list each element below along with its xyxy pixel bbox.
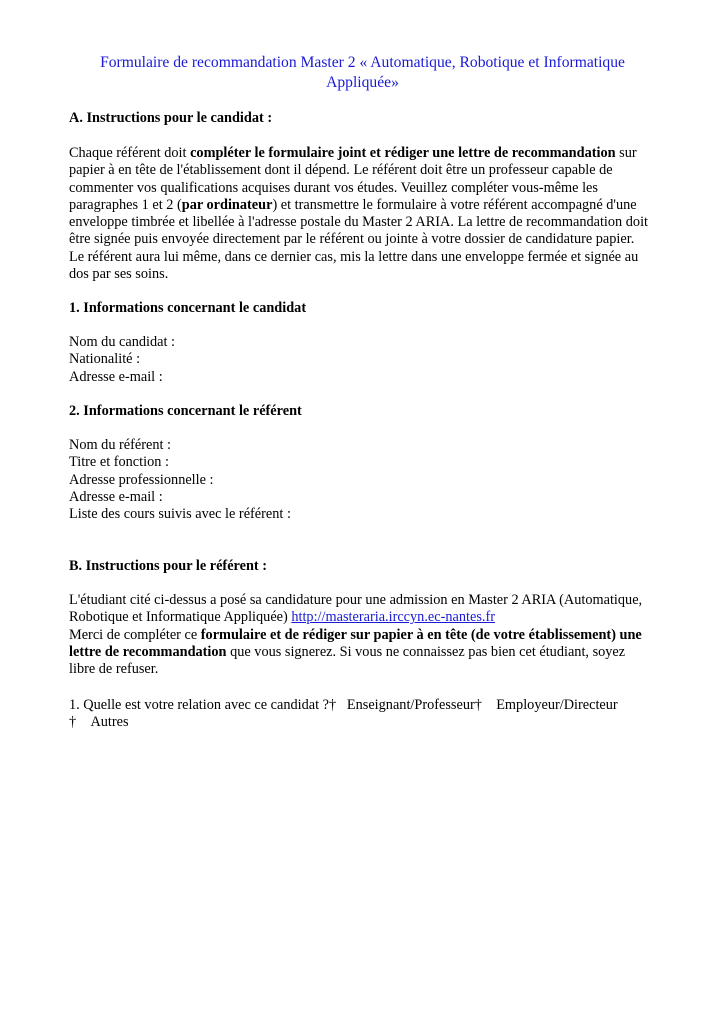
emphasis-text: compléter le formulaire joint et rédiger une lettre de recommandation (190, 145, 616, 161)
question-line (69, 714, 659, 731)
section-2-heading: 2. Informations concernant le référent (69, 403, 302, 419)
paragraph-line: Merci de compléter ce formulaire et de rédiger sur papier à en tête (de votre établissement) une (69, 626, 642, 643)
paragraph-line: Robotique et Informatique Appliquée) http://masteraria.irccyn.ec-nantes.fr (69, 609, 495, 626)
paragraph-line: L'étudiant cité ci-dessus a posé sa candidature pour une admission en Master 2 ARIA (Automatique, (69, 592, 643, 608)
paragraph-line: Chaque référent doit compléter le formulaire joint et rédiger une lettre de recommandation sur (69, 145, 637, 161)
checkbox-employer[interactable]: † (474, 697, 482, 713)
field-referee-email: Adresse e-mail : (69, 488, 163, 505)
section-1-heading: 1. Informations concernant le candidat (69, 300, 307, 316)
checkbox-teacher[interactable]: † (329, 697, 337, 713)
paragraph-line: Le référent aura lui même, dans ce dernier cas, mis la lettre dans une enveloppe fermée et signée au (69, 248, 639, 265)
option-employer-label: Employeur/Directeur (496, 697, 618, 713)
master-website-link[interactable]: http://masteraria.irccyn.ec-nantes.fr (291, 609, 495, 626)
section-a-paragraph (69, 145, 659, 283)
relation-question (69, 697, 659, 732)
section-b-heading: B. Instructions pour le référent : (69, 558, 268, 574)
candidate-fields (69, 334, 659, 386)
field-candidate-email: Adresse e-mail : (69, 368, 163, 385)
field-courses-list: Liste des cours suivis avec le référent : (69, 506, 291, 523)
paragraph-line: paragraphes 1 et 2 (par ordinateur) et transmettre le formulaire à votre référent accompagné d'une (69, 196, 637, 213)
field-title-function: Titre et fonction : (69, 454, 169, 471)
paragraph-line: être signée puis envoyée directement par le référent ou jointe à votre dossier de candidature papier. (69, 231, 635, 248)
field-referee-name: Nom du référent : (69, 437, 172, 453)
section-a-heading: A. Instructions pour le candidat : (69, 110, 273, 126)
paragraph-line: lettre de recommandation que vous signerez. Si vous ne connaissez pas bien cet étudiant, soyez (69, 643, 626, 660)
title-line-2: Appliquée» (326, 74, 399, 91)
paragraph-line: enveloppe timbrée et libellée à l'adresse postale du Master 2 ARIA. La lettre de recommandation doit (69, 214, 649, 231)
document-title (70, 53, 655, 93)
emphasis-text: lettre de recommandation (69, 643, 227, 660)
paragraph-line: dos par ses soins. (69, 266, 169, 283)
paragraph-line: papier à en tête de l'établissement dont il dépend. Le référent doit être un professeur capable de (69, 162, 613, 179)
title-line-1: Formulaire de recommandation Master 2 « Automatique, Robotique et Informatique (100, 54, 625, 71)
option-teacher-label: Enseignant/Professeur (346, 697, 475, 713)
field-candidate-name: Nom du candidat : (69, 334, 176, 350)
paragraph-line: commenter vos qualifications acquises durant vos études. Veuillez compléter vous-même les (69, 179, 598, 196)
field-professional-address: Adresse professionnelle : (69, 471, 214, 488)
section-b-paragraph (69, 592, 659, 678)
paragraph-line: libre de refuser. (69, 661, 159, 678)
referee-fields (69, 437, 659, 523)
option-other-label: Autres (90, 714, 129, 731)
question-line (69, 697, 659, 714)
question-text: 1. Quelle est votre relation avec ce candidat ? (69, 697, 329, 713)
field-nationality: Nationalité : (69, 351, 141, 368)
emphasis-text: par ordinateur (181, 196, 273, 213)
emphasis-text: formulaire et de rédiger sur papier à en tête (de votre établissement) une (200, 626, 642, 643)
checkbox-other[interactable]: † (69, 714, 77, 731)
